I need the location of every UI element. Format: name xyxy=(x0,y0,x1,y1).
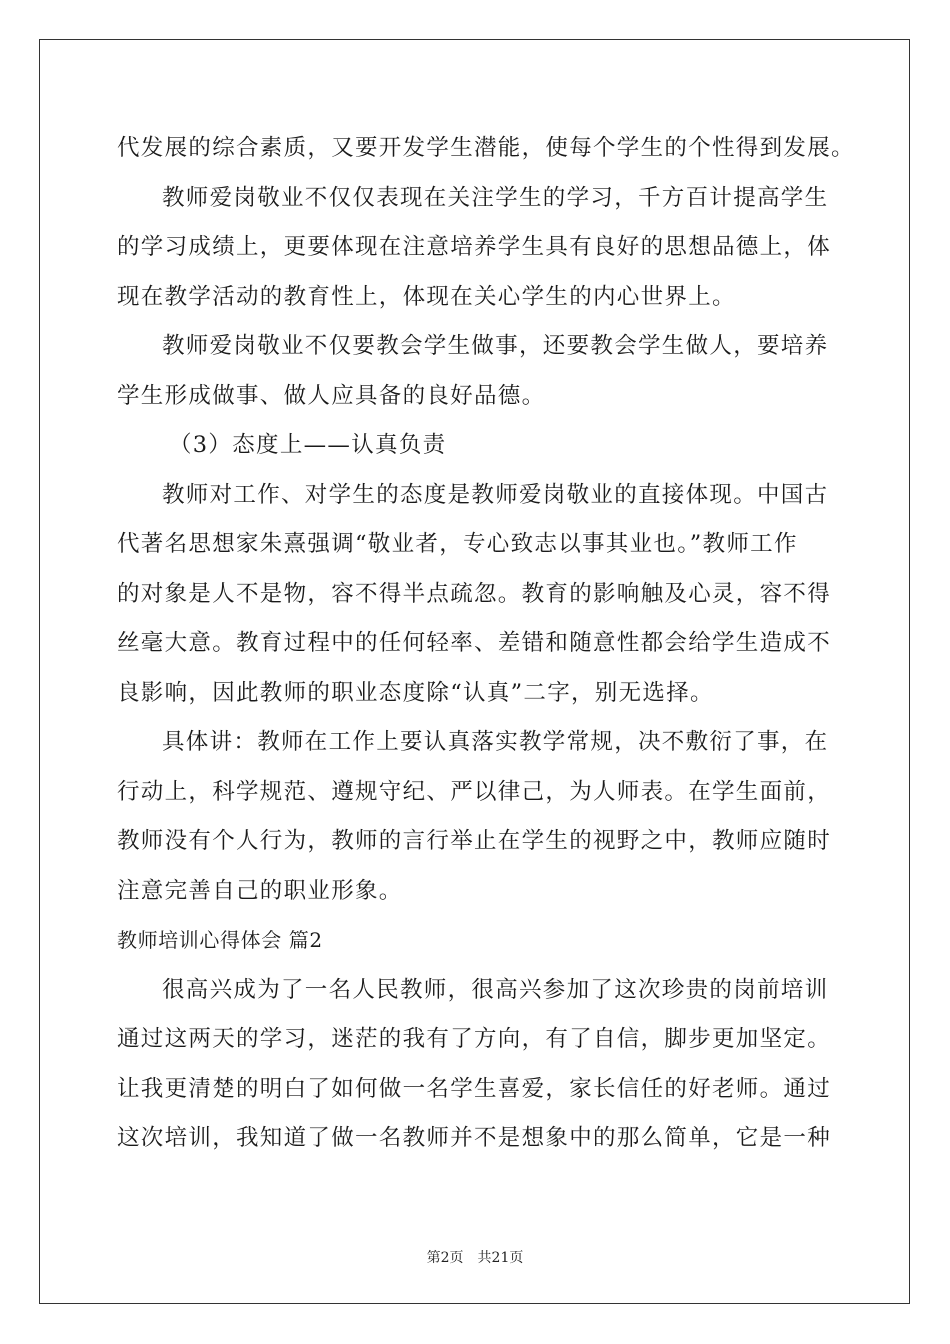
page-total: 共21页 xyxy=(477,1250,524,1266)
text-line: 现在教学活动的教育性上，体现在关心学生的内心世界上。 xyxy=(117,283,736,310)
text-line: 教师没有个人行为，教师的言行举止在学生的视野之中，教师应随时 xyxy=(117,828,832,854)
text-line: 代著名思想家朱熹强调“敬业者，专心致志以事其业也。”教师工作 xyxy=(117,531,798,557)
subsection-heading: （3）态度上——认真负责 xyxy=(169,432,447,458)
page-footer xyxy=(0,1247,950,1267)
text-line: 注意完善自己的职业形象。 xyxy=(117,877,403,904)
text-line: 的对象是人不是物，容不得半点疏忽。教育的影响触及心灵，容不得 xyxy=(117,580,832,607)
text-line: 代发展的综合素质，又要开发学生潜能，使每个学生的个性得到发展。 xyxy=(117,135,855,161)
page-number: 第2页 xyxy=(426,1250,464,1266)
text-line: 让我更清楚的明白了如何做一名学生喜爱，家长信任的好老师。通过 xyxy=(117,1075,832,1102)
text-line: 通过这两天的学习，迷茫的我有了方向，有了自信，脚步更加坚定。 xyxy=(117,1026,832,1052)
text-line: 学生形成做事、做人应具备的良好品德。 xyxy=(117,382,546,409)
text-line: 具体讲：教师在工作上要认真落实教学常规，决不敷衍了事，在 xyxy=(162,729,829,755)
text-line: 行动上，科学规范、遵规守纪、严以律己，为人师表。在学生面前， xyxy=(117,778,832,805)
text-line: 教师对工作、对学生的态度是教师爱岗敬业的直接体现。中国古 xyxy=(162,481,829,508)
text-line: 丝毫大意。教育过程中的任何轻率、差错和随意性都会给学生造成不 xyxy=(117,630,832,656)
text-line: 教师爱岗敬业不仅要教会学生做事，还要教会学生做人，要培养 xyxy=(162,333,829,359)
document-body xyxy=(117,124,855,1164)
text-line: 这次培训，我知道了做一名教师并不是想象中的那么简单，它是一种 xyxy=(117,1125,832,1151)
section-heading: 教师培训心得体会 篇2 xyxy=(117,928,323,952)
text-line: 很高兴成为了一名人民教师，很高兴参加了这次珍贵的岗前培训 xyxy=(162,976,829,1003)
text-line: 教师爱岗敬业不仅仅表现在关注学生的学习，千方百计提高学生 xyxy=(162,184,829,211)
text-line: 的学习成绩上，更要体现在注意培养学生具有良好的思想品德上，体 xyxy=(117,234,832,260)
text-line: 良影响，因此教师的职业态度除“认真”二字，别无选择。 xyxy=(117,679,714,706)
